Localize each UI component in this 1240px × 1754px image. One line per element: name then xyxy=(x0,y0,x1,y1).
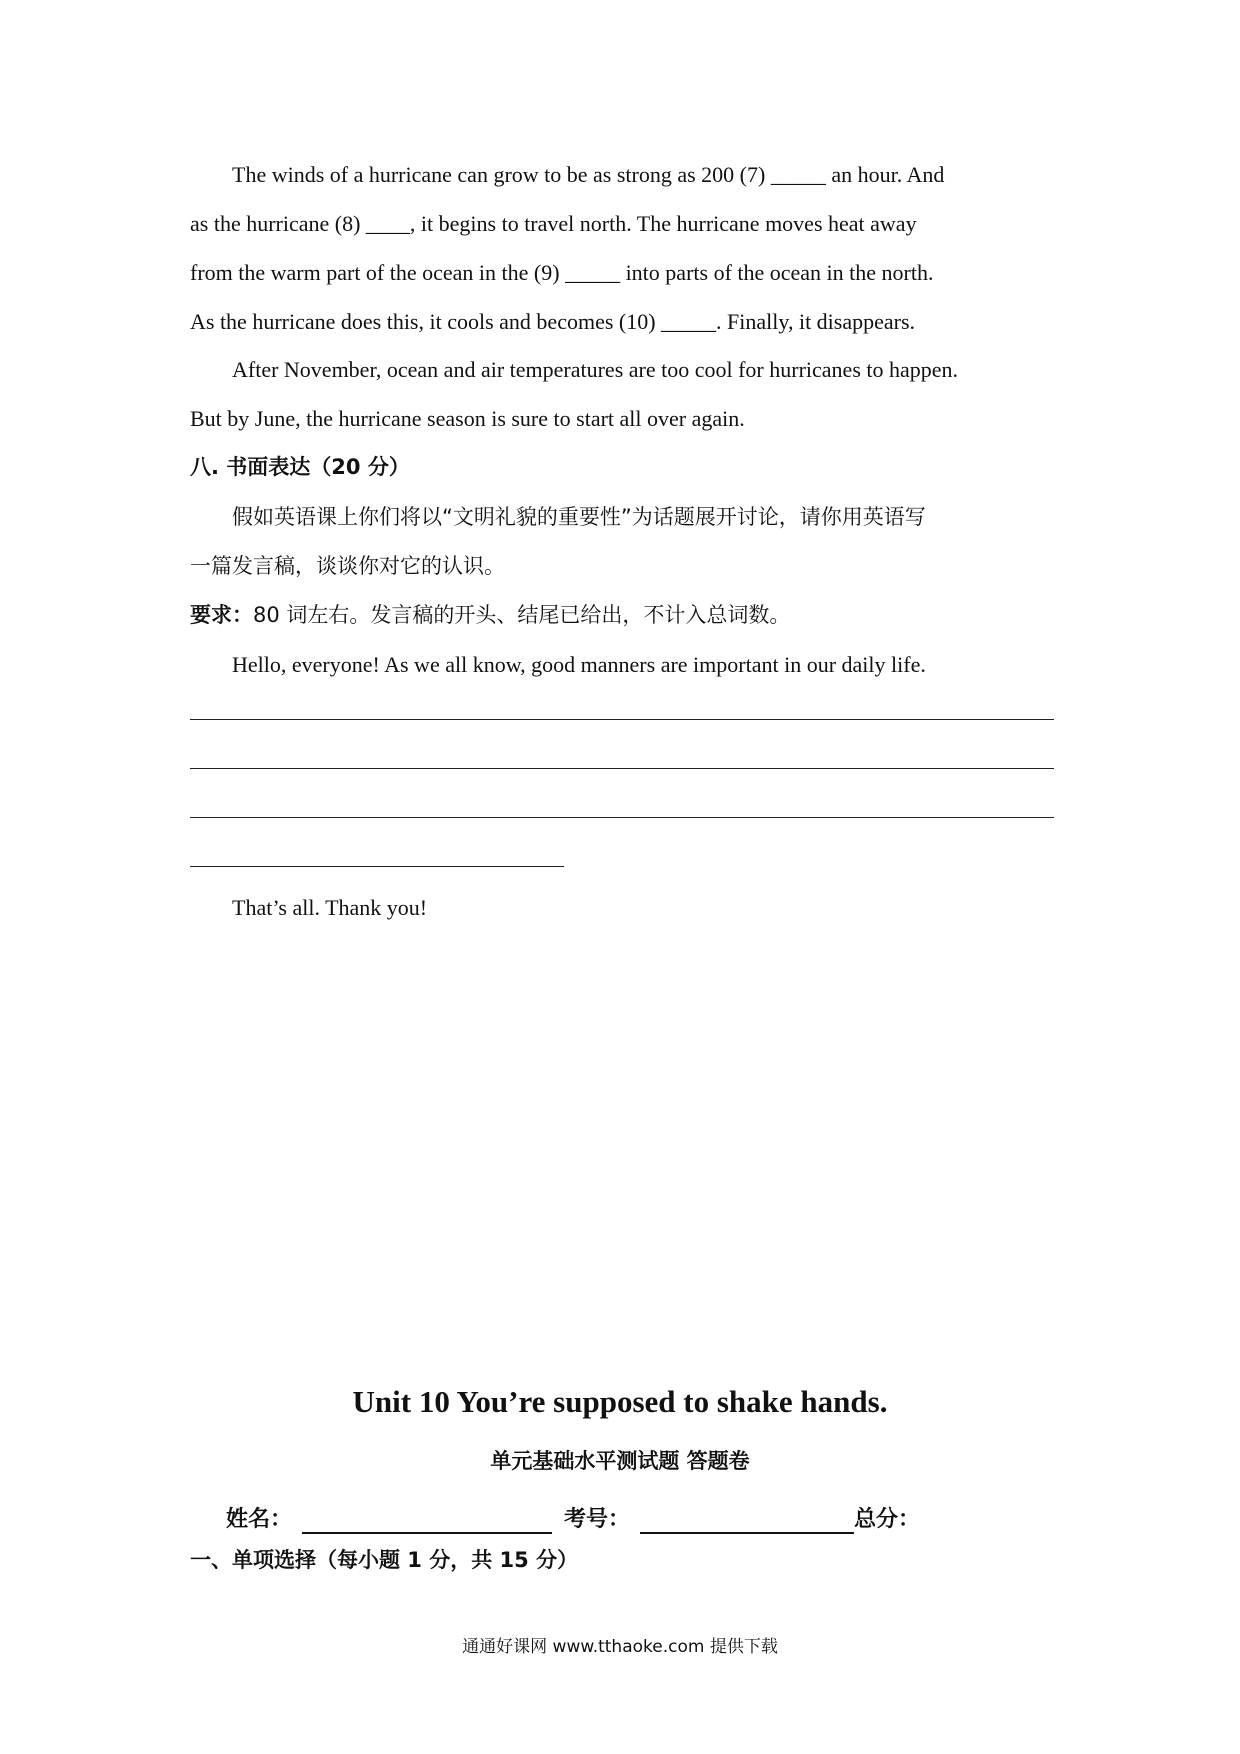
requirements-text: 80 词左右。发言稿的开头、结尾已给出，不计入总词数。 xyxy=(253,603,791,627)
total-label: 总分： xyxy=(854,1507,921,1532)
passage-line-4: As the hurricane does this, it cools and becomes (10) _____. Finally, it disappears. xyxy=(190,309,916,334)
page-footer: 通通好课网 www.tthaoke.com 提供下载 xyxy=(462,1637,778,1657)
writing-prompt-line-1: 假如英语课上你们将以“文明礼貌的重要性”为话题展开讨论，请你用英语写 xyxy=(232,505,926,529)
writing-heading: 八. 书面表达（20 分） xyxy=(190,455,410,479)
answer-line-2[interactable] xyxy=(190,768,1054,769)
writing-closing: That’s all. Thank you! xyxy=(232,895,428,920)
answer-line-3[interactable] xyxy=(190,817,1054,818)
passage-line-1: The winds of a hurricane can grow to be as strong as 200 (7) _____ an hour. And xyxy=(232,162,945,187)
answer-line-4[interactable] xyxy=(190,866,564,867)
passage-line-6: But by June, the hurricane season is sure to start all over again. xyxy=(190,406,745,431)
passage-line-2: as the hurricane (8) ____, it begins to travel north. The hurricane moves heat away xyxy=(190,211,917,236)
section-1-heading: 一、单项选择（每小题 1 分，共 15 分） xyxy=(190,1548,579,1572)
writing-prompt-line-2: 一篇发言稿，谈谈你对它的认识。 xyxy=(190,554,505,578)
requirements-label: 要求： xyxy=(190,603,253,627)
answer-sheet-subtitle: 单元基础水平测试题 答题卷 xyxy=(490,1449,750,1473)
passage-line-3: from the warm part of the ocean in the (9) _____ into parts of the ocean in the north. xyxy=(190,260,934,285)
name-blank[interactable] xyxy=(302,1532,552,1534)
number-blank[interactable] xyxy=(640,1532,854,1534)
answer-line-1[interactable] xyxy=(190,719,1054,720)
number-label: 考号： xyxy=(564,1507,631,1532)
name-label: 姓名： xyxy=(226,1507,293,1532)
passage-line-5: After November, ocean and air temperatures are too cool for hurricanes to happen. xyxy=(232,357,959,382)
writing-opening: Hello, everyone! As we all know, good manners are important in our daily life. xyxy=(232,652,926,677)
answer-sheet-title: Unit 10 You’re supposed to shake hands. xyxy=(352,1384,888,1419)
writing-requirements xyxy=(190,600,790,630)
